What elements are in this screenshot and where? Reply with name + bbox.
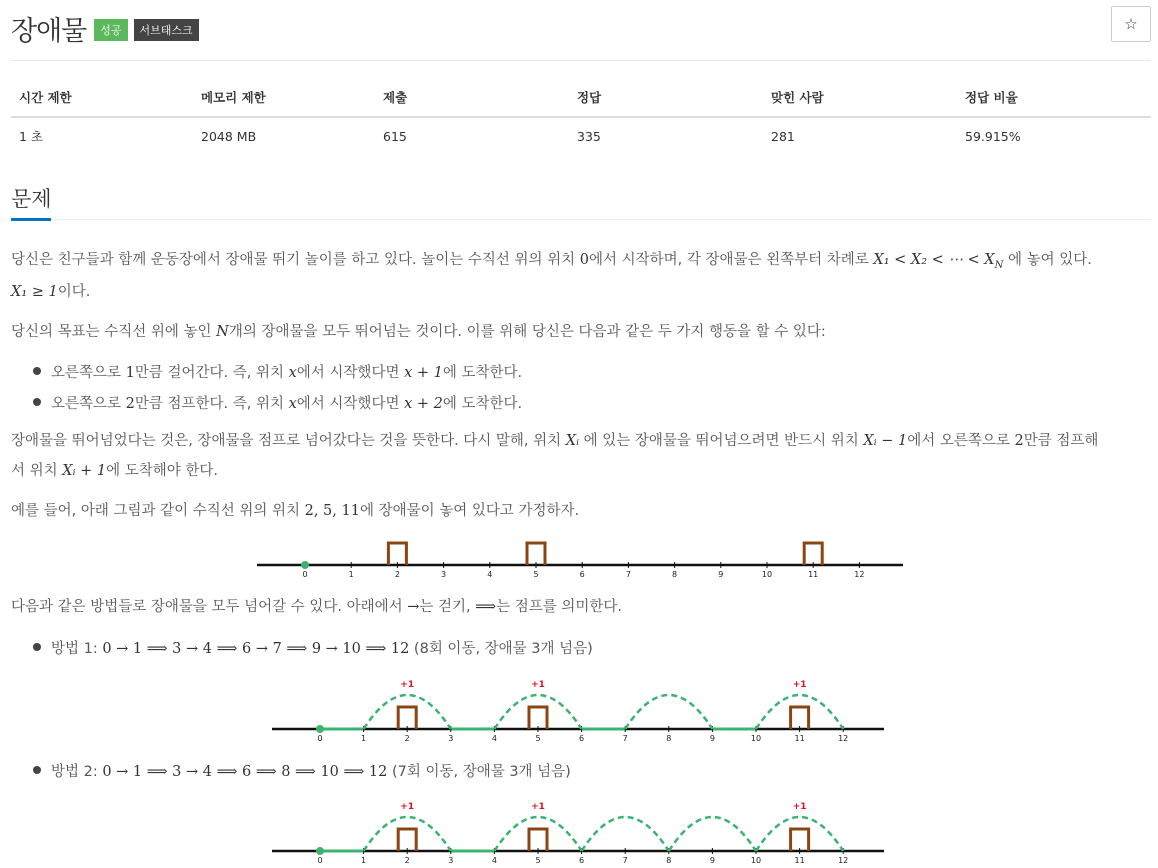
statement-paragraph-3-cont: 서 위치 Xᵢ + 1에 도착해야 한다. <box>11 463 218 479</box>
section-divider <box>11 219 1151 220</box>
obstacle <box>791 829 809 851</box>
tick-label: 2 <box>404 734 410 743</box>
obstacle <box>529 829 547 851</box>
tick-label: 9 <box>718 570 724 579</box>
method-2-item: 방법 2: 0 → 1 ⟹ 3 → 4 ⟹ 6 ⟹ 8 ⟹ 10 ⟹ 12 (7회 이동, 장애물 3개 넘음) <box>51 764 571 780</box>
header-memory-limit: 메모리 제한 <box>193 78 375 117</box>
success-badge: 성공 <box>94 19 127 41</box>
statement-paragraph-3: 장애물을 뛰어넘었다는 것은, 장애물을 점프로 넘어갔다는 것을 뜻한다. 다시 말해, 위치 Xᵢ 에 있는 장애물을 뛰어넘으려면 반드시 위치 Xᵢ − 1에서 오른쪽으로 2만큼 점프해 <box>11 433 1099 449</box>
tick-label: 9 <box>709 856 715 865</box>
header-ratio: 정답 비율 <box>957 78 1151 117</box>
tick-label: 8 <box>666 856 672 865</box>
value-memory-limit: 2048 MB <box>201 128 257 144</box>
jump-arc <box>364 695 451 729</box>
statement-paragraph-5: 다음과 같은 방법들로 장애물을 모두 넘어갈 수 있다. 아래에서 →는 걷기, ⟹는 점프를 의미한다. <box>11 599 622 615</box>
jump-arc <box>582 817 669 851</box>
tick-label: 6 <box>579 856 585 865</box>
header-submissions: 제출 <box>375 78 569 117</box>
plus-one-label: +1 <box>792 680 807 690</box>
plus-one-label: +1 <box>531 802 545 812</box>
value-accepted[interactable]: 335 <box>577 128 601 144</box>
start-point <box>316 847 324 855</box>
jump-arc <box>756 817 843 851</box>
title-row <box>11 8 199 48</box>
tick-label: 10 <box>750 856 762 865</box>
obstacle <box>398 829 416 851</box>
tick-label: 12 <box>838 856 849 865</box>
tick-label: 3 <box>448 734 454 743</box>
plus-one-label: +1 <box>400 680 415 690</box>
header-accepted: 정답 <box>569 78 763 117</box>
tick-label: 10 <box>761 570 773 579</box>
tick-label: 1 <box>348 570 354 579</box>
obstacle <box>791 707 809 729</box>
subtask-badge: 서브태스크 <box>134 19 199 41</box>
obstacle <box>527 543 545 565</box>
tick-label: 5 <box>533 570 539 579</box>
tick-label: 4 <box>491 734 497 743</box>
header-solvers: 맞힌 사람 <box>763 78 957 117</box>
obstacle <box>804 543 822 565</box>
jump-arc <box>494 695 581 729</box>
tick-label: 3 <box>448 856 454 865</box>
statement-paragraph-1-cont: X₁ ≥ 1이다. <box>11 284 91 300</box>
jump-arc <box>669 817 756 851</box>
jump-arc <box>756 695 843 729</box>
value-solvers[interactable]: 281 <box>771 128 795 144</box>
tick-label: 1 <box>361 734 367 743</box>
list-item: 오른쪽으로 1만큼 걸어간다. 즉, 위치 x에서 시작했다면 x + 1에 도착한다. <box>51 365 523 381</box>
start-point <box>316 725 324 733</box>
method-1-figure <box>270 672 890 744</box>
statement-paragraph-1: 당신은 친구들과 함께 운동장에서 장애물 뛰기 놀이를 하고 있다. 놀이는 수직선 위의 위치 0에서 시작하며, 각 장애물은 왼쪽부터 차례로 X₁ < X₂ < ⋯ < $X_N$ 에 놓여 있다. <box>11 252 1092 271</box>
tick-label: 0 <box>302 570 308 579</box>
list-bullet <box>33 766 41 774</box>
plus-one-label: +1 <box>792 802 807 812</box>
tick-label: 2 <box>404 856 410 865</box>
tick-label: 2 <box>394 570 400 579</box>
tick-label: 4 <box>491 856 497 865</box>
value-submissions[interactable]: 615 <box>383 128 407 144</box>
method-1-item: 방법 1: 0 → 1 ⟹ 3 → 4 ⟹ 6 → 7 ⟹ 9 → 10 ⟹ 12 (8회 이동, 장애물 3개 넘음) <box>51 641 593 657</box>
tick-label: 5 <box>535 734 541 743</box>
tick-label: 8 <box>672 570 678 579</box>
list-bullet <box>33 643 41 651</box>
value-ratio: 59.915% <box>965 128 1021 144</box>
jump-arc <box>494 817 581 851</box>
method-2-figure <box>270 794 890 866</box>
divider <box>11 60 1151 61</box>
value-time-limit: 1 초 <box>19 129 44 144</box>
list-bullet <box>33 398 41 406</box>
jump-arc <box>625 695 712 729</box>
problem-stats-table <box>11 78 1151 154</box>
stats-header-row <box>11 78 1151 117</box>
header-time-limit: 시간 제한 <box>11 78 193 117</box>
tick-label: 7 <box>622 734 628 743</box>
statement-paragraph-2: 당신의 목표는 수직선 위에 놓인 N개의 장애물을 모두 뛰어넘는 것이다. 이를 위해 당신은 다음과 같은 두 가지 행동을 할 수 있다: <box>11 324 826 340</box>
obstacle <box>529 707 547 729</box>
tick-label: 11 <box>794 734 805 743</box>
star-icon: ☆ <box>1124 15 1138 33</box>
tick-label: 10 <box>750 734 762 743</box>
obstacle <box>388 543 406 565</box>
tick-label: 8 <box>666 734 672 743</box>
list-item: 오른쪽으로 2만큼 점프한다. 즉, 위치 x에서 시작했다면 x + 2에 도착한다. <box>51 396 523 412</box>
tick-label: 1 <box>361 856 367 865</box>
favorite-button[interactable] <box>1111 6 1151 42</box>
plus-one-label: +1 <box>400 802 415 812</box>
statement-paragraph-4: 예를 들어, 아래 그림과 같이 수직선 위의 위치 2, 5, 11에 장애물이 놓여 있다고 가정하자. <box>11 503 580 519</box>
plus-one-label: +1 <box>531 680 545 690</box>
tick-label: 0 <box>317 856 323 865</box>
obstacle <box>398 707 416 729</box>
tick-label: 6 <box>579 734 585 743</box>
page-title: 장애물 <box>11 15 87 47</box>
jump-arc <box>364 817 451 851</box>
stats-value-row <box>11 117 1151 154</box>
tick-label: 11 <box>808 570 819 579</box>
section-underline <box>11 218 51 221</box>
tick-label: 12 <box>854 570 865 579</box>
tick-label: 11 <box>794 856 805 865</box>
number-line-figure <box>255 538 905 580</box>
tick-label: 7 <box>622 856 628 865</box>
tick-label: 3 <box>441 570 447 579</box>
section-title: 문제 <box>11 187 52 211</box>
list-bullet <box>33 367 41 375</box>
tick-label: 6 <box>579 570 585 579</box>
tick-label: 4 <box>487 570 493 579</box>
start-point <box>301 561 309 569</box>
tick-label: 0 <box>317 734 323 743</box>
tick-label: 12 <box>838 734 849 743</box>
tick-label: 9 <box>709 734 715 743</box>
tick-label: 7 <box>625 570 631 579</box>
tick-label: 5 <box>535 856 541 865</box>
